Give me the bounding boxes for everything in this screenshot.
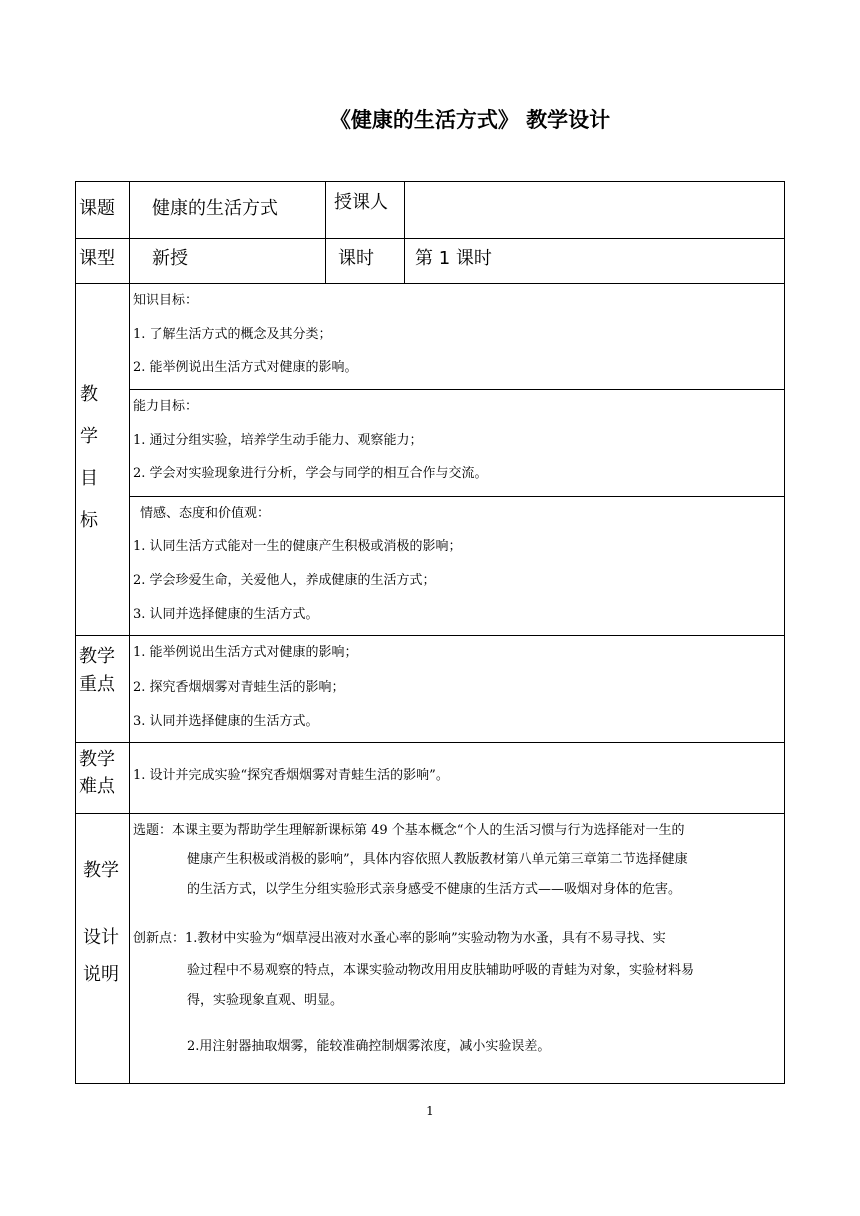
key-points-cell [129,635,785,743]
teacher-label-cell [325,181,405,239]
difficulties-cell [129,742,785,814]
type-label: 课型 [79,248,115,269]
design-topic-line: 选题：本课主要为帮助学生理解新课标第 49 个基本概念“个人的生活习惯与行为选择能对一生的 [133,823,685,838]
emotion-heading: 情感、态度和价值观： [140,506,271,521]
key-points-label: 重点 [79,674,115,695]
design-label: 设计 [83,927,119,948]
difficulty-item: 1. 设计并完成实验“探究香烟烟雾对青蛙生活的影响”。 [133,768,449,783]
design-label: 教学 [83,860,119,881]
key-point-item: 3. 认同并选择健康的生活方式。 [133,714,319,729]
teacher-label: 授课人 [334,192,388,213]
ability-item: 2. 学会对实验现象进行分析，学会与同学的相互合作与交流。 [133,466,488,481]
page-title: 《健康的生活方式》 教学设计 [329,108,611,132]
objectives-label-char: 标 [80,510,98,531]
design-innovation-line: 2.用注射器抽取烟雾，能较准确控制烟雾浓度，减小实验误差。 [187,1039,551,1054]
emotion-item: 2. 学会珍爱生命，关爱他人，养成健康的生活方式； [133,573,436,588]
objectives-label-char: 目 [80,468,98,489]
design-label-cell [75,813,130,1084]
period-label: 课时 [338,248,374,269]
key-points-label: 教学 [79,646,115,667]
ability-objectives-cell [129,389,785,497]
knowledge-item: 1. 了解生活方式的概念及其分类； [133,327,332,342]
subject-value: 健康的生活方式 [152,198,278,219]
subject-label: 课题 [79,198,115,219]
design-topic-line: 的生活方式，以学生分组实验形式亲身感受不健康的生活方式——吸烟对身体的危害。 [187,882,682,897]
difficulties-label-cell [75,742,130,814]
type-value-cell [129,238,326,284]
teacher-value-cell [404,181,785,239]
difficulties-label: 难点 [79,776,115,797]
subject-label-cell [75,181,130,239]
period-value-cell [404,238,785,284]
design-label: 说明 [83,964,119,985]
design-cell [129,813,785,1084]
emotion-objectives-cell [129,496,785,636]
emotion-item: 3. 认同并选择健康的生活方式。 [133,607,319,622]
objectives-label-cell [75,283,130,636]
type-value: 新授 [152,248,188,269]
emotion-item: 1. 认同生活方式能对一生的健康产生积极或消极的影响； [133,539,462,554]
knowledge-item: 2. 能举例说出生活方式对健康的影响。 [133,360,358,375]
key-point-item: 2. 探究香烟烟雾对青蛙生活的影响； [133,680,345,695]
design-topic-line: 健康产生积极或消极的影响”，具体内容依照人教版教材第八单元第三章第二节选择健康 [187,852,688,867]
objectives-label-char: 学 [80,426,98,447]
page-number: 1 [426,1104,434,1118]
design-innovation-line: 验过程中不易观察的特点，本课实验动物改用用皮肤辅助呼吸的青蛙为对象，实验材料易 [187,963,695,978]
design-innovation-line: 创新点：1.教材中实验为“烟草浸出液对水蚤心率的影响”实验动物为水蚤，具有不易寻找、实 [133,931,666,946]
ability-heading: 能力目标： [133,399,199,414]
key-points-label-cell [75,635,130,743]
subject-value-cell [129,181,326,239]
knowledge-objectives-cell [129,283,785,390]
difficulties-label: 教学 [79,749,115,770]
design-innovation-line: 得，实验现象直观、明显。 [187,993,344,1008]
period-value: 第 1 课时 [415,248,492,269]
key-point-item: 1. 能举例说出生活方式对健康的影响； [133,645,358,660]
objectives-label-char: 教 [80,384,98,405]
type-label-cell [75,238,130,284]
ability-item: 1. 通过分组实验，培养学生动手能力、观察能力； [133,433,423,448]
period-label-cell [325,238,405,284]
knowledge-heading: 知识目标： [133,293,199,308]
